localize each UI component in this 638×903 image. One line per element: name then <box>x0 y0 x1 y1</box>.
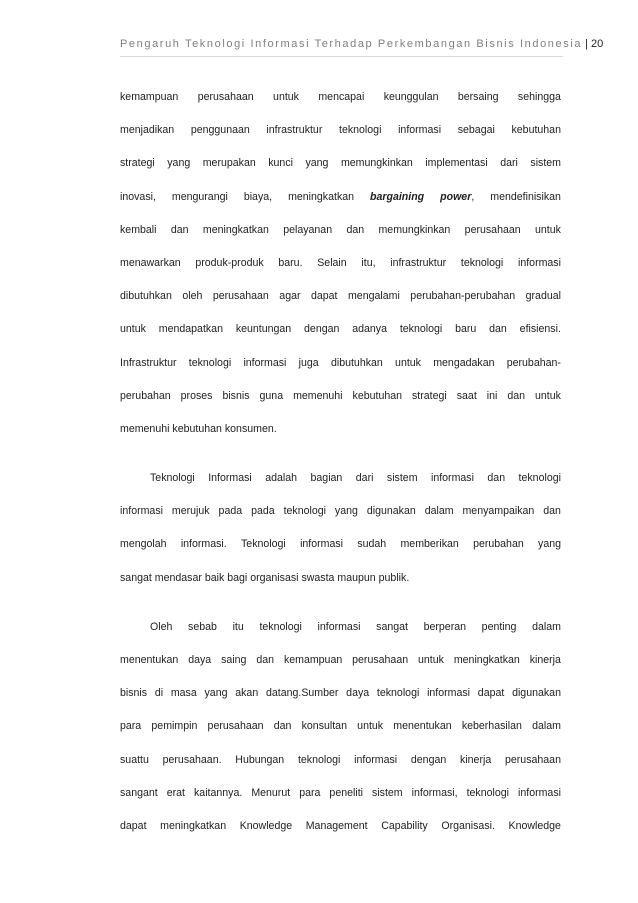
word: strategi <box>412 389 447 402</box>
word: bagi <box>227 571 248 584</box>
word: informasi <box>120 505 163 518</box>
text-line <box>120 423 561 456</box>
word: maupun <box>337 571 376 584</box>
text-line <box>120 538 561 571</box>
word: sebab <box>188 620 217 633</box>
word: teknologi <box>460 256 504 269</box>
word: saing <box>221 654 247 666</box>
word: informasi <box>243 356 287 369</box>
text-line <box>120 390 561 423</box>
word: perusahaan <box>207 720 264 733</box>
word: kebutuhan <box>352 389 403 402</box>
word: Knowledge <box>239 819 293 832</box>
word: implementasi <box>425 157 488 170</box>
word: kebutuhan <box>511 124 561 137</box>
word: untuk <box>534 223 561 236</box>
word: mengadakan <box>433 356 495 369</box>
word: meningkatkan <box>288 190 355 203</box>
text-line <box>120 505 561 538</box>
word: kemampuan <box>120 91 179 103</box>
word: perusahaan <box>352 654 409 666</box>
word: Teknologi <box>150 472 195 485</box>
word: para <box>299 786 321 799</box>
word: dapat <box>120 819 147 832</box>
word: dibutuhkan <box>330 356 383 369</box>
word: sebagai <box>457 124 495 137</box>
word: dalam <box>424 505 454 518</box>
paragraph <box>120 472 561 605</box>
word: strategi <box>120 157 155 170</box>
word: inovasi, <box>120 190 156 203</box>
word: sangat <box>120 571 152 584</box>
text-line <box>120 157 561 190</box>
header-title: Pengaruh Teknologi Informasi Terhadap Perkembangan Bisnis Indonesia <box>120 38 583 50</box>
word: erat <box>166 786 185 799</box>
word: kebutuhan <box>172 422 222 435</box>
word: informasi, <box>411 786 458 799</box>
text-line <box>120 257 561 290</box>
word: teknologi <box>399 323 443 336</box>
word: memenuhi <box>120 422 170 435</box>
word: dapat <box>310 290 338 303</box>
word: sistem <box>386 472 418 485</box>
word: mengolah <box>120 538 167 551</box>
word: sudah <box>357 538 387 551</box>
word: Teknologi <box>241 538 286 551</box>
word: mengurangi <box>171 190 228 203</box>
text-line <box>120 191 561 224</box>
word: dan <box>346 223 365 236</box>
word: dan <box>489 323 507 336</box>
word: akan <box>235 687 259 700</box>
text-line <box>120 621 561 654</box>
word: untuk <box>120 323 146 336</box>
text-line <box>120 687 561 720</box>
word: informasi <box>398 124 442 137</box>
word: dan <box>543 505 561 518</box>
word: gradual <box>525 290 561 303</box>
word: konsultan <box>301 720 347 733</box>
word: produk-produk <box>195 256 264 269</box>
word: informasi. <box>180 538 227 551</box>
text-line <box>120 124 561 157</box>
word: teknologi <box>283 505 326 518</box>
word: sangat <box>376 620 408 633</box>
text-line <box>120 572 561 605</box>
word: memberikan <box>400 538 459 551</box>
word: dan <box>273 720 292 733</box>
word: Selain <box>317 256 347 269</box>
word: sehingga <box>517 91 561 103</box>
word: masa <box>170 687 197 700</box>
word: di <box>154 687 164 700</box>
word: dari <box>500 157 518 170</box>
word: perubahan-perubahan <box>410 290 516 303</box>
word: bisnis <box>120 687 148 700</box>
word: untuk <box>395 356 421 369</box>
word: meningkatkan <box>453 654 520 666</box>
word: yang <box>538 538 561 551</box>
word: yang <box>334 505 358 518</box>
word: konsumen. <box>224 422 277 435</box>
word: menentukan <box>120 654 179 666</box>
page-number: 20 <box>590 38 604 50</box>
word: baru <box>455 323 477 336</box>
word: menawarkan <box>120 256 181 269</box>
word: keunggulan <box>383 91 439 103</box>
word: oleh <box>182 290 203 303</box>
word: informasi <box>427 687 471 700</box>
word: perubahan- <box>506 356 561 369</box>
word: sistem <box>530 157 561 170</box>
header-separator: | <box>585 38 588 50</box>
word: sistem <box>372 786 403 799</box>
word: keuntungan <box>235 323 292 336</box>
word: itu, <box>361 256 376 269</box>
word: kaitannya. <box>194 786 243 799</box>
word: penting <box>481 620 517 633</box>
word: berperan <box>423 620 467 633</box>
word: untuk <box>418 654 444 666</box>
word: Menurut <box>251 786 291 799</box>
word: baik <box>204 571 225 584</box>
word: perusahaan <box>464 223 521 236</box>
word: sangant <box>120 786 158 799</box>
word: ini <box>486 389 498 402</box>
word: keberhasilan <box>461 720 522 733</box>
word: pada <box>218 505 243 518</box>
text-line <box>120 357 561 390</box>
word: meningkatkan <box>202 223 269 236</box>
word: itu <box>232 620 244 633</box>
word: informasi <box>300 538 344 551</box>
word: perusahaan <box>197 91 254 103</box>
word: infrastruktur <box>390 256 447 269</box>
word: merupakan <box>202 157 256 170</box>
word: daya <box>188 654 212 666</box>
word: mencapai <box>318 91 365 103</box>
word: mengalami <box>347 290 400 303</box>
word: dan <box>256 654 275 666</box>
word: mendefinisikan <box>490 190 561 203</box>
word: menentukan <box>393 720 452 733</box>
word: daya <box>346 687 370 700</box>
paragraph <box>120 621 561 853</box>
running-header <box>120 38 604 50</box>
word: yang <box>204 687 228 700</box>
text-line <box>120 654 561 687</box>
word: menjadikan <box>120 124 175 137</box>
word: teknologi <box>188 356 232 369</box>
word: Oleh <box>150 620 173 633</box>
word: digunakan <box>366 505 416 518</box>
word: teknologi <box>376 687 420 700</box>
word: biaya, <box>243 190 273 203</box>
word: dari <box>355 472 374 485</box>
word: para <box>120 720 142 733</box>
word: memenuhi <box>293 389 343 402</box>
word: suattu <box>120 753 149 766</box>
word: pada <box>251 505 275 518</box>
word: digunakan <box>512 687 561 700</box>
word: efisiensi. <box>519 323 561 336</box>
word: Organisasi. <box>441 819 495 832</box>
word: kemampuan <box>283 654 343 666</box>
word: informasi <box>518 786 561 799</box>
word: dan <box>170 223 189 236</box>
word: dengan <box>410 753 447 766</box>
word: yang <box>167 157 191 170</box>
word: swasta <box>301 571 335 584</box>
word: dan <box>487 472 506 485</box>
word: teknologi <box>466 786 509 799</box>
text-line <box>120 787 561 820</box>
text-line <box>120 820 561 853</box>
word: kinerja <box>460 753 492 766</box>
word: teknologi <box>339 124 382 137</box>
word: yang <box>305 157 329 170</box>
word: Capability <box>381 819 428 832</box>
text-line <box>120 472 561 505</box>
word: bargaining <box>370 190 425 203</box>
word: Informasi <box>208 472 252 485</box>
word: perusahaan <box>212 290 269 303</box>
word: kinerja <box>529 654 561 666</box>
word: memungkinkan <box>340 157 413 170</box>
word: perusahaan <box>505 753 561 766</box>
word: bisnis <box>222 389 250 402</box>
text-line <box>120 290 561 323</box>
word: untuk <box>273 91 299 103</box>
word: menyampaikan <box>462 505 535 518</box>
word: mendapatkan <box>158 323 223 336</box>
word: adalah <box>265 472 298 485</box>
word: perubahan <box>120 389 171 402</box>
text-line <box>120 224 561 257</box>
word: dalam <box>532 620 561 633</box>
word: teknologi <box>518 472 561 485</box>
word: perusahaan. <box>162 753 222 766</box>
word: teknologi <box>259 620 302 633</box>
word: publik. <box>378 571 410 584</box>
word: dapat <box>477 687 505 700</box>
text-line <box>120 754 561 787</box>
word: proses <box>180 389 213 402</box>
word: bersaing <box>457 91 499 103</box>
word: agar <box>279 290 301 303</box>
text-line <box>120 91 561 124</box>
word: memungkinkan <box>378 223 451 236</box>
word: saat <box>456 389 477 402</box>
word: pemimpin <box>151 720 198 733</box>
word: dan <box>507 389 526 402</box>
text-line <box>120 720 561 753</box>
word: perubahan <box>473 538 524 551</box>
word: informasi <box>517 256 561 269</box>
word: bagian <box>310 472 343 485</box>
header-rule <box>120 56 563 57</box>
word: infrastruktur <box>266 124 323 137</box>
word: penggunaan <box>190 124 250 137</box>
word: meningkatkan <box>160 819 227 832</box>
word: informasi <box>430 472 474 485</box>
word: guna <box>259 389 284 402</box>
word: teknologi <box>297 753 341 766</box>
word: kunci <box>268 157 293 170</box>
text-line <box>120 323 561 356</box>
word: pelayanan <box>283 223 333 236</box>
body-text <box>120 91 561 853</box>
word: Hubungan <box>235 753 285 766</box>
word: untuk <box>357 720 384 733</box>
word: dibutuhkan <box>120 290 172 303</box>
word: peneliti <box>329 786 363 799</box>
word: untuk <box>535 389 561 402</box>
word: merujuk <box>171 505 210 518</box>
word: Management <box>305 819 368 832</box>
word: power, <box>440 190 475 203</box>
word: informasi <box>354 753 398 766</box>
word: datang.Sumber <box>265 687 339 700</box>
word: Knowledge <box>508 819 561 832</box>
word: mendasar <box>154 571 202 584</box>
word: baru. <box>278 256 303 269</box>
word: adanya <box>352 323 387 336</box>
paragraph <box>120 91 561 456</box>
word: Infrastruktur <box>120 356 177 369</box>
word: dalam <box>532 720 561 733</box>
word: informasi <box>317 620 361 633</box>
word: organisasi <box>250 571 299 584</box>
word: dengan <box>304 323 340 336</box>
word: juga <box>298 356 319 369</box>
word: kembali <box>120 223 157 236</box>
